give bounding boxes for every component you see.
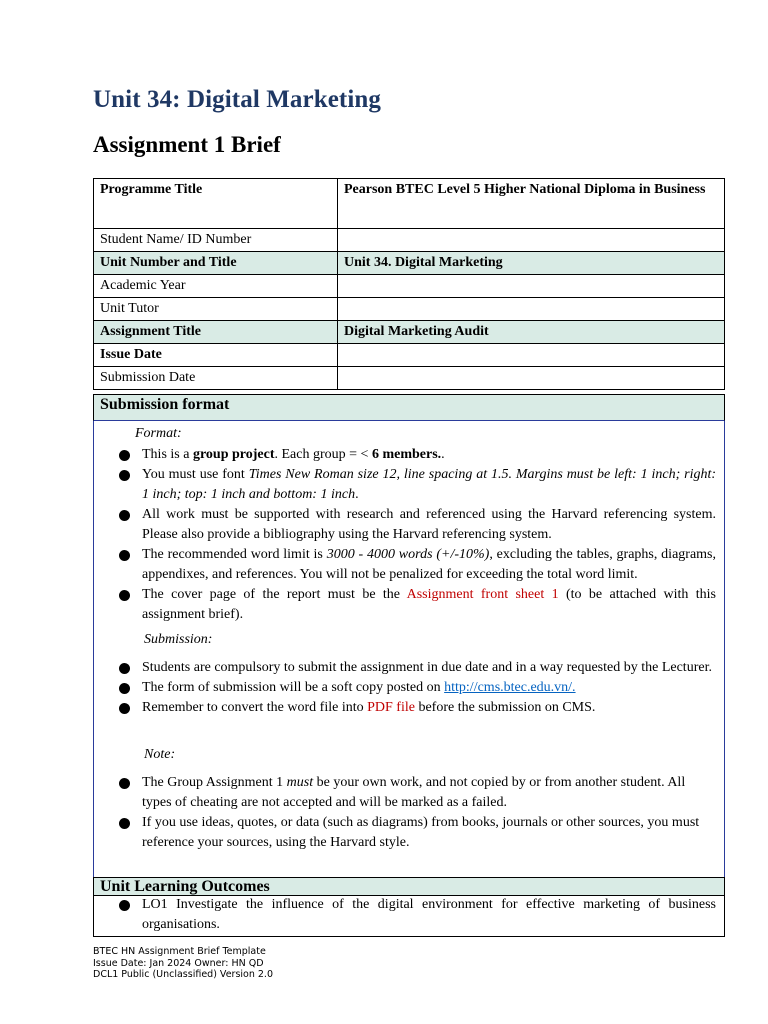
list-item: The cover page of the report must be the Assignment front sheet 1 (to be attached with this assignment brief). — [94, 585, 716, 625]
submission-format-body — [93, 421, 725, 878]
bullet-icon — [119, 470, 130, 481]
programme-title-label: Programme Title — [94, 179, 338, 229]
bullet-icon — [119, 683, 130, 694]
unit-heading: Unit 34: Digital Marketing — [93, 86, 381, 113]
assignment-info-table — [93, 178, 725, 390]
lo-list — [94, 895, 716, 935]
note-label: Note: — [144, 747, 176, 762]
bullet-icon — [119, 590, 130, 601]
bullet-icon — [119, 663, 130, 674]
bullet-icon — [119, 550, 130, 561]
format-label: Format: — [135, 426, 182, 441]
list-item: If you use ideas, quotes, or data (such as diagrams) from books, journals or other sources, you must reference your sources, using the Harvard style. — [94, 813, 716, 853]
bullet-icon — [119, 818, 130, 829]
list-item: Students are compulsory to submit the assignment in due date and in a way requested by the Lecturer. — [94, 658, 716, 678]
assignment-title-label: Assignment Title — [94, 321, 338, 344]
list-item: The Group Assignment 1 must be your own work, and not copied by or from another student. All types of cheating are not accepted and will be marked as a failed. — [94, 773, 716, 813]
submission-date-label: Submission Date — [94, 367, 338, 390]
bullet-icon — [119, 450, 130, 461]
unit-tutor-label: Unit Tutor — [94, 298, 338, 321]
academic-year-label: Academic Year — [94, 275, 338, 298]
unit-number-value: Unit 34. Digital Marketing — [338, 252, 725, 275]
footer-line: BTEC HN Assignment Brief Template — [93, 946, 266, 957]
list-item: LO1 Investigate the influence of the digital environment for effective marketing of business organisations. — [94, 895, 716, 935]
list-item: Remember to convert the word file into PDF file before the submission on CMS. — [94, 698, 716, 718]
bullet-icon — [119, 510, 130, 521]
issue-date-label: Issue Date — [94, 344, 338, 367]
table-row — [94, 252, 725, 275]
table-row — [94, 179, 725, 229]
cms-link[interactable]: http://cms.btec.edu.vn/. — [444, 680, 576, 695]
format-list — [94, 445, 716, 625]
assignment-title-value: Digital Marketing Audit — [338, 321, 725, 344]
table-row — [94, 298, 725, 321]
footer-line: DCL1 Public (Unclassified) Version 2.0 — [93, 969, 273, 980]
list-item: The recommended word limit is 3000 - 4000 words (+/-10%), excluding the tables, graphs, diagrams, appendixes, and references. You will not be penalized for exceeding the total word limit. — [94, 545, 716, 585]
list-item: You must use font Times New Roman size 12, line spacing at 1.5. Margins must be left: 1 inch; right: 1 inch; top: 1 inch and bottom: 1 inch. — [94, 465, 716, 505]
unit-learning-outcomes-body — [93, 895, 725, 937]
table-row — [94, 275, 725, 298]
table-row — [94, 229, 725, 252]
issue-date-value — [338, 344, 725, 367]
student-name-value — [338, 229, 725, 252]
table-row — [94, 367, 725, 390]
bullet-icon — [119, 778, 130, 789]
list-item: This is a group project. Each group = < 6 members.. — [94, 445, 716, 465]
submission-format-heading: Submission format — [93, 394, 725, 421]
unit-number-label: Unit Number and Title — [94, 252, 338, 275]
footer-line: Issue Date: Jan 2024 Owner: HN QD — [93, 957, 264, 969]
bullet-icon — [119, 900, 130, 911]
programme-title-value: Pearson BTEC Level 5 Higher National Diploma in Business — [338, 179, 725, 229]
student-name-label: Student Name/ ID Number — [94, 229, 338, 252]
unit-learning-outcomes-heading: Unit Learning Outcomes — [93, 877, 725, 896]
table-row — [94, 321, 725, 344]
page-footer — [93, 946, 273, 981]
assignment-brief-heading: Assignment 1 Brief — [93, 132, 281, 157]
bullet-icon — [119, 703, 130, 714]
unit-tutor-value — [338, 298, 725, 321]
table-row — [94, 344, 725, 367]
submission-label: Submission: — [144, 632, 213, 647]
note-list — [94, 773, 716, 853]
academic-year-value — [338, 275, 725, 298]
list-item: All work must be supported with research and referenced using the Harvard referencing system. Please also provide a bibliography using the Harvard referencing system. — [94, 505, 716, 545]
submission-date-value — [338, 367, 725, 390]
submission-list — [94, 658, 716, 718]
list-item: The form of submission will be a soft copy posted on http://cms.btec.edu.vn/. — [94, 678, 716, 698]
